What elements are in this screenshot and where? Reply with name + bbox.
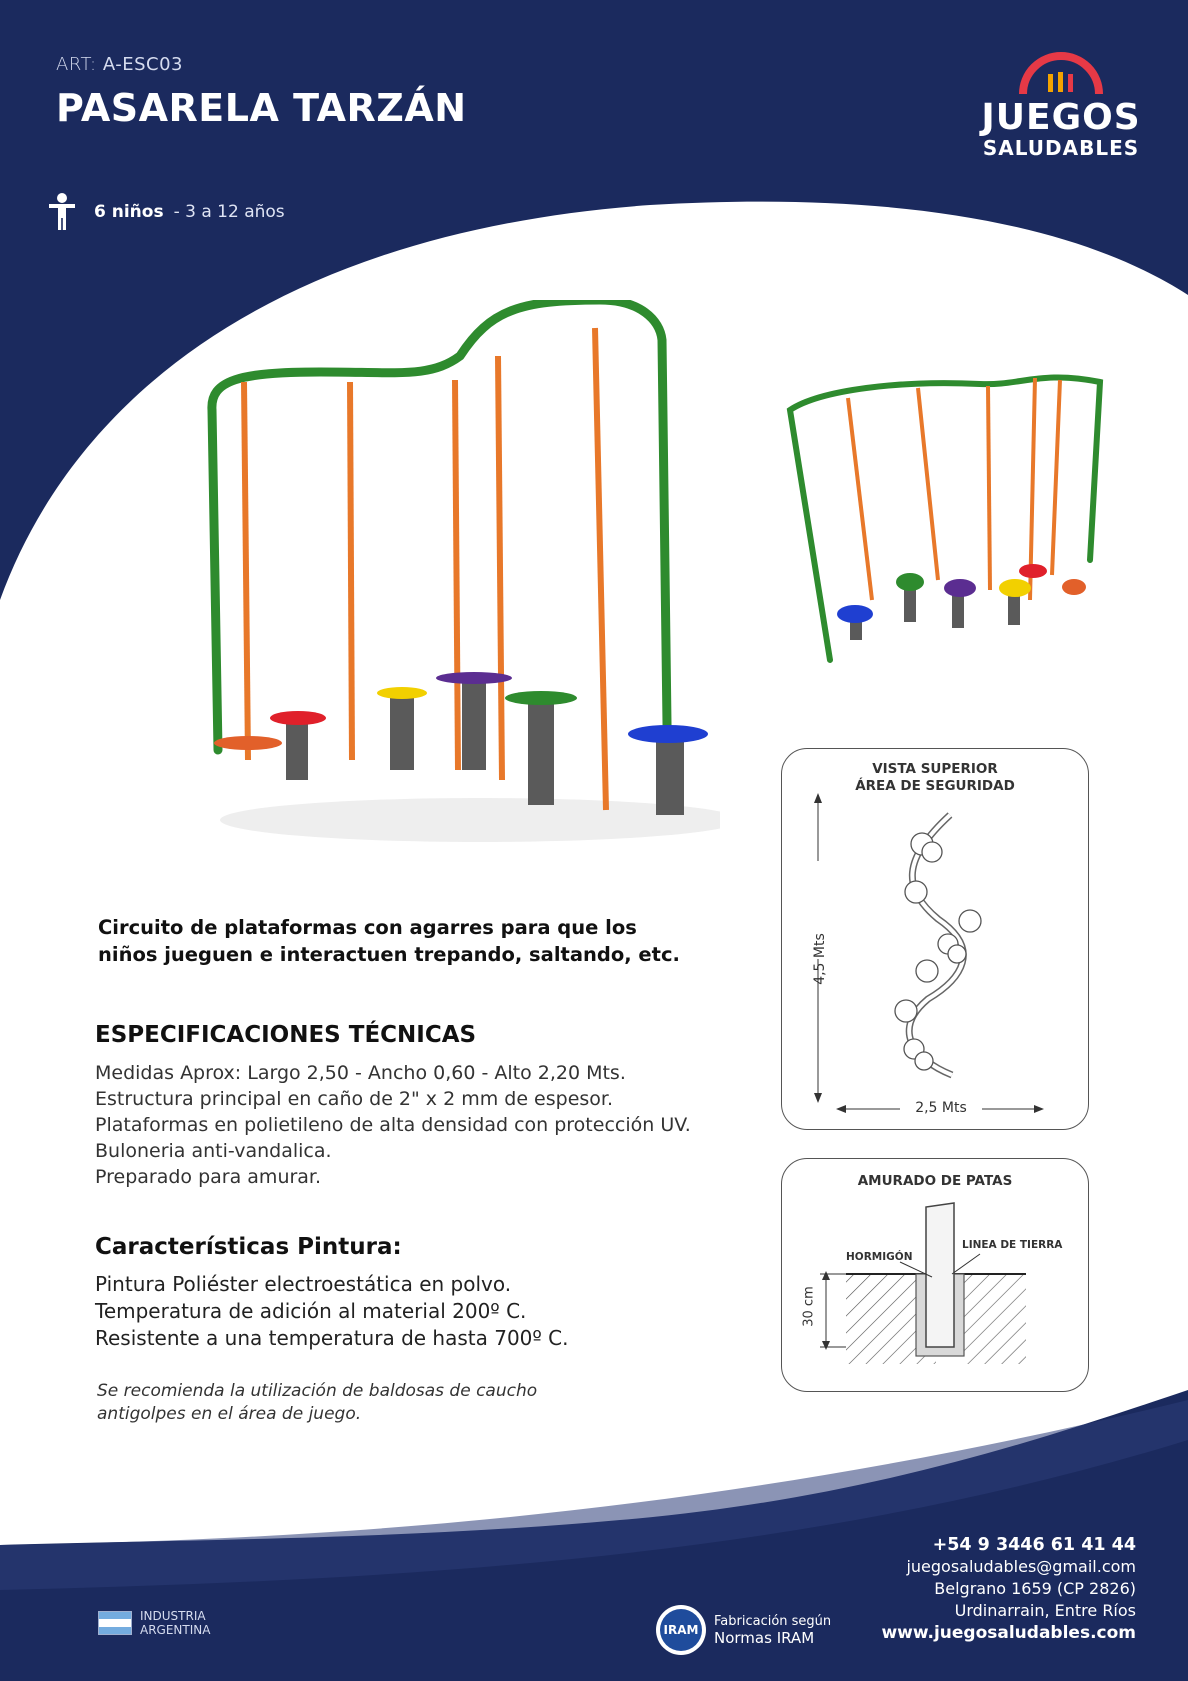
spec-item: Preparado para amurar. xyxy=(95,1166,322,1188)
capacity-info xyxy=(46,192,285,232)
iram-badge-icon xyxy=(656,1605,706,1655)
product-render-side xyxy=(780,370,1140,670)
safety-area-title-line1: VISTA SUPERIOR xyxy=(872,761,998,777)
spec-item: Medidas Aprox: Largo 2,50 - Ancho 0,60 - Alto 2,20 Mts. xyxy=(95,1062,626,1084)
article-label: ART: xyxy=(56,54,97,75)
paint-item: Temperatura de adición al material 200º C. xyxy=(95,1299,527,1323)
safety-area-diagram xyxy=(781,748,1089,1130)
specs-heading: ESPECIFICACIONES TÉCNICAS xyxy=(95,1022,477,1048)
depth-label: 30 cm xyxy=(801,1286,817,1327)
iram-line1: Fabricación según xyxy=(714,1613,832,1629)
iram-line2: Normas IRAM xyxy=(714,1628,815,1647)
brand-logo xyxy=(976,52,1146,160)
ground-line-label: LINEA DE TIERRA xyxy=(962,1239,1063,1251)
height-dimension xyxy=(806,929,830,989)
age-range: - 3 a 12 años xyxy=(173,202,285,222)
article-number: A-ESC03 xyxy=(102,54,184,75)
paint-list xyxy=(95,1271,735,1352)
safety-note: Se recomienda la utilización de baldosas de caucho antigolpes en el área de juego. xyxy=(97,1381,538,1424)
kids-count: 6 niños xyxy=(94,202,164,222)
paint-heading: Características Pintura: xyxy=(95,1234,402,1260)
logo-word-juegos: JUEGOS xyxy=(981,97,1141,138)
industria-argentina xyxy=(98,1609,210,1637)
anchoring-title: AMURADO DE PATAS xyxy=(857,1173,1013,1189)
contact-email[interactable]: juegosaludables@gmail.com xyxy=(906,1557,1136,1576)
iram-badge-text: IRAM xyxy=(660,1609,702,1651)
contact-website[interactable]: www.juegosaludables.com xyxy=(881,1623,1136,1643)
contact-phone[interactable]: +54 9 3446 61 41 44 xyxy=(932,1535,1136,1555)
argentina-flag-icon xyxy=(98,1611,132,1635)
article-code xyxy=(56,54,183,75)
spec-item: Buloneria anti-vandalica. xyxy=(95,1140,332,1162)
contact-address-line2: Urdinarrain, Entre Ríos xyxy=(954,1601,1136,1620)
concrete-label: HORMIGÓN xyxy=(846,1251,913,1263)
specs-list xyxy=(95,1060,735,1190)
child-icon xyxy=(46,192,78,232)
safety-area-title-line2: ÁREA DE SEGURIDAD xyxy=(855,778,1015,794)
paint-item: Pintura Poliéster electroestática en polvo. xyxy=(95,1272,512,1296)
spec-item: Plataformas en polietileno de alta densidad con protección UV. xyxy=(95,1114,691,1136)
anchoring-diagram xyxy=(781,1158,1089,1392)
iram-certification xyxy=(656,1605,831,1655)
industria-line2: ARGENTINA xyxy=(140,1623,211,1637)
logo-arc-icon xyxy=(1017,52,1105,96)
anchoring-drawing xyxy=(782,1159,1090,1393)
width-label: 2,5 Mts xyxy=(915,1100,967,1116)
industria-line1: INDUSTRIA xyxy=(140,1609,206,1623)
logo-word-saludables: SALUDABLES xyxy=(982,136,1140,160)
paint-item: Resistente a una temperatura de hasta 700º C. xyxy=(95,1326,569,1350)
contact-address-line1: Belgrano 1659 (CP 2826) xyxy=(934,1579,1136,1598)
product-render-front xyxy=(200,300,720,870)
contact-block xyxy=(881,1534,1136,1644)
spec-item: Estructura principal en caño de 2" x 2 mm de espesor. xyxy=(95,1088,614,1110)
page-title: PASARELA TARZÁN xyxy=(56,86,467,130)
height-label: 4,5 Mts xyxy=(812,933,828,985)
product-description: Circuito de plataformas con agarres para que los niños jueguen e interactuen trepando, saltando, etc. xyxy=(98,916,680,966)
